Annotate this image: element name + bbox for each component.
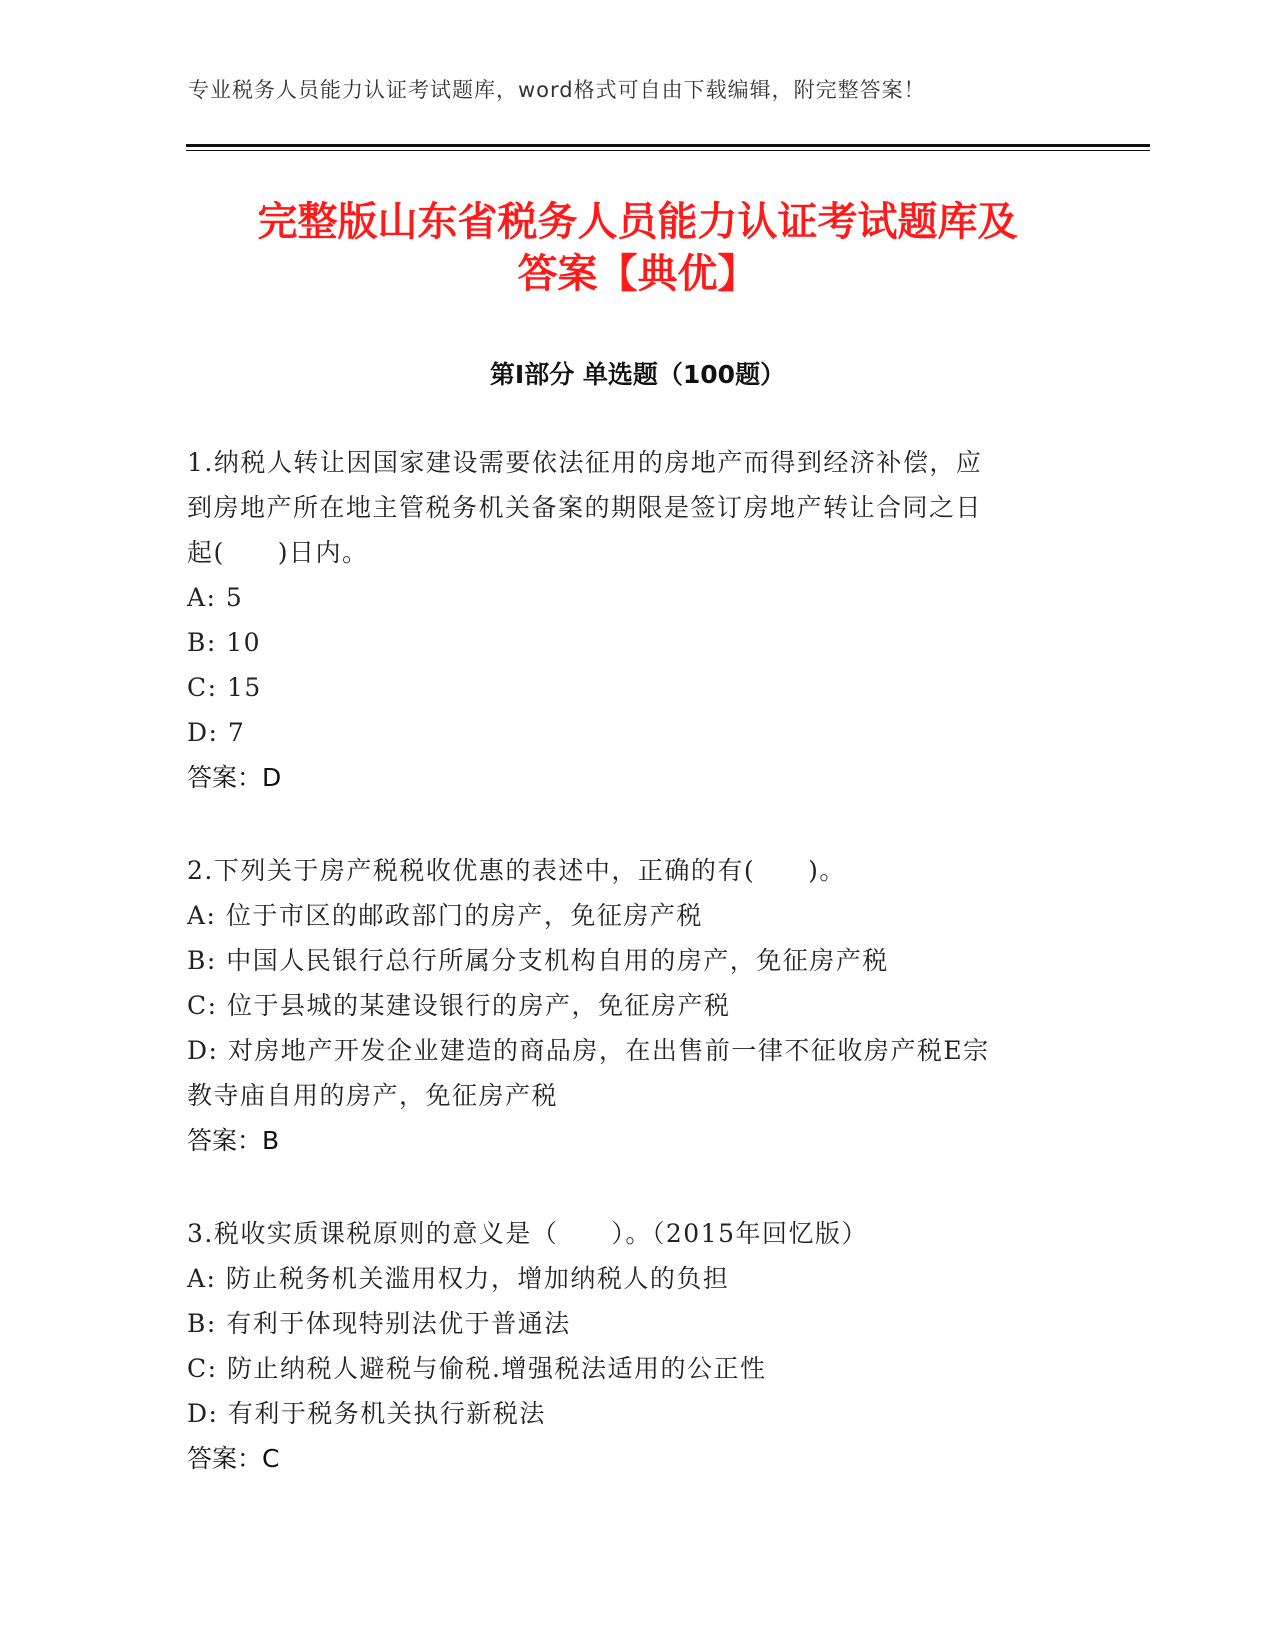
option-a: A: 位于市区的邮政部门的房产，免征房产税 [187, 901, 703, 930]
option-a: A: 5 [187, 583, 244, 612]
answer: 答案：B [187, 1126, 280, 1155]
option-b: B: 有利于体现特别法优于普通法 [187, 1309, 571, 1338]
option-b: B: 中国人民银行总行所属分支机构自用的房产，免征房产税 [187, 946, 889, 975]
option-d: D: 对房地产开发企业建造的商品房，在出售前一律不征收房产税E宗 [187, 1036, 990, 1065]
question-2 [187, 848, 1077, 1163]
question-stem-line: 到房地产所在地主管税务机关备案的期限是签订房地产转让合同之日 [187, 493, 983, 522]
document-title [150, 196, 1125, 300]
document-title-line-2: 答案【典优】 [517, 251, 758, 297]
answer: 答案：D [187, 763, 282, 792]
option-c: C: 15 [187, 673, 262, 702]
question-stem-line: 3.税收实质课税原则的意义是（ ）。（2015年回忆版） [187, 1219, 868, 1248]
option-d: D: 有利于税务机关执行新税法 [187, 1399, 546, 1428]
option-c: C: 防止纳税人避税与偷税.增强税法适用的公正性 [187, 1354, 767, 1383]
option-d: D: 7 [187, 718, 246, 747]
question-stem-line: 2.下列关于房产税税收优惠的表述中，正确的有( )。 [187, 856, 846, 885]
question-3 [187, 1211, 1077, 1481]
answer: 答案：C [187, 1444, 280, 1473]
header-rule-thin [186, 150, 1150, 151]
question-list [187, 440, 1077, 1529]
document-title-line-1: 完整版山东省税务人员能力认证考试题库及 [257, 199, 1018, 245]
header-rule-thick [186, 144, 1150, 147]
question-1 [187, 440, 1077, 800]
option-c: C: 位于县城的某建设银行的房产，免征房产税 [187, 991, 731, 1020]
question-stem-line: 起( )日内。 [187, 538, 369, 567]
section-heading: 第Ⅰ部分 单选题（100题） [489, 360, 786, 389]
option-d-continued: 教寺庙自用的房产，免征房产税 [187, 1081, 559, 1110]
option-a: A: 防止税务机关滥用权力，增加纳税人的负担 [187, 1264, 730, 1293]
option-b: B: 10 [187, 628, 262, 657]
question-stem-line: 1.纳税人转让因国家建设需要依法征用的房地产而得到经济补偿，应 [187, 448, 983, 477]
header-note: 专业税务人员能力认证考试题库，word格式可自由下载编辑，附完整答案！ [188, 78, 926, 102]
